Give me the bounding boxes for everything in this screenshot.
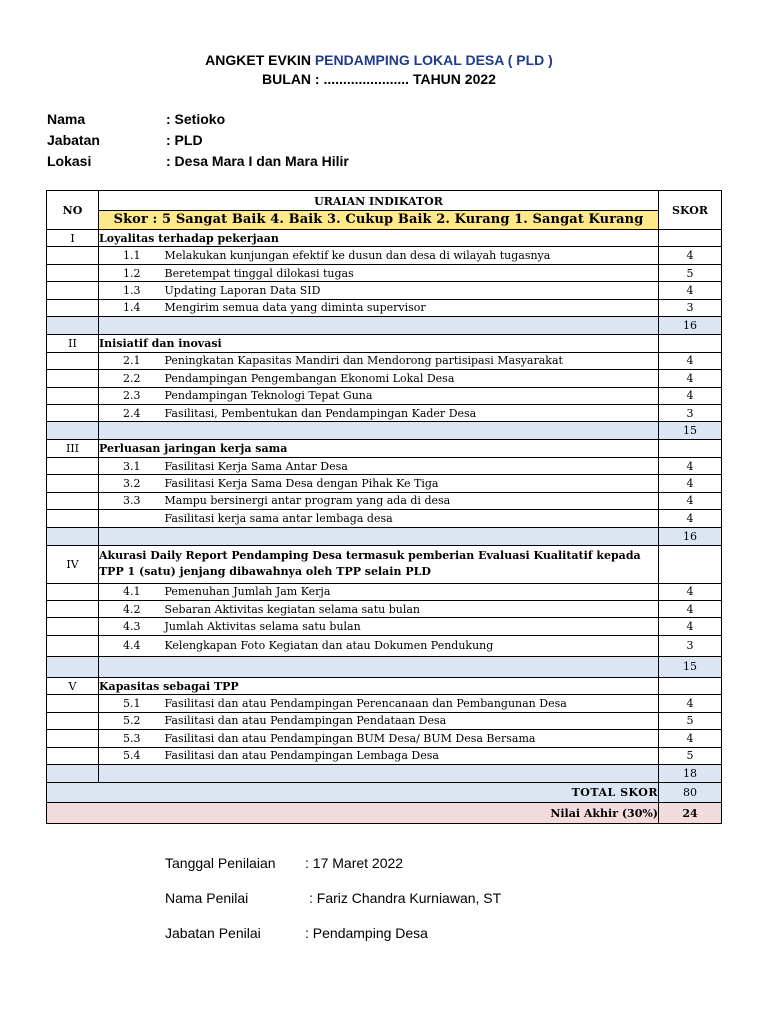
row-empty-no <box>47 618 99 635</box>
item-number: 1.3 <box>99 282 165 299</box>
tanggal-penilaian-value: : 17 Maret 2022 <box>305 855 404 871</box>
section-score-empty <box>659 677 722 694</box>
subtotal-empty-no <box>47 527 99 545</box>
item-score: 4 <box>659 282 722 299</box>
row-empty-no <box>47 404 99 421</box>
table-row <box>47 475 722 492</box>
table-row <box>47 510 722 527</box>
subtotal-score: 15 <box>659 422 722 440</box>
section-score-empty <box>659 440 722 457</box>
section-title: Akurasi Daily Report Pendamping Desa termasuk pemberian Evaluasi Kualitatif kepada TPP 1 (satu) jenjang dibawahnya oleh TPP selain PLD <box>99 545 659 583</box>
table-row <box>47 370 722 387</box>
item-number: 1.4 <box>99 299 165 316</box>
section-number: V <box>47 677 99 694</box>
item-number: 4.3 <box>99 618 165 635</box>
total-score-label: TOTAL SKOR <box>47 783 659 803</box>
item-score: 4 <box>659 583 722 600</box>
item-text: Mampu bersinergi antar program yang ada di desa <box>165 492 659 509</box>
table-header-row <box>47 191 722 230</box>
row-empty-no <box>47 730 99 747</box>
subtotal-score: 15 <box>659 656 722 677</box>
row-empty-no <box>47 264 99 281</box>
final-score-label: Nilai Akhir (30%) <box>47 803 659 824</box>
form-subtitle: BULAN : ...................... TAHUN 2022 <box>262 71 496 87</box>
item-text: Mengirim semua data yang diminta supervisor <box>165 299 659 316</box>
item-score: 4 <box>659 730 722 747</box>
col-uraian-header <box>99 191 659 230</box>
item-score: 3 <box>659 299 722 316</box>
total-row <box>47 783 722 803</box>
item-text: Fasilitasi kerja sama antar lembaga desa <box>165 510 659 527</box>
item-score: 4 <box>659 601 722 618</box>
table-row <box>47 299 722 316</box>
form-title-prefix: ANGKET EVKIN <box>205 52 315 68</box>
item-text: Pendampingan Teknologi Tepat Guna <box>165 387 659 404</box>
item-score: 4 <box>659 247 722 264</box>
table-row <box>47 247 722 264</box>
score-scale-legend: Skor : 5 Sangat Baik 4. Baik 3. Cukup Baik 2. Kurang 1. Sangat Kurang <box>99 211 658 229</box>
subtotal-score: 16 <box>659 527 722 545</box>
subtotal-row <box>47 656 722 677</box>
form-title-highlight: PENDAMPING LOKAL DESA ( PLD ) <box>314 52 553 68</box>
table-row <box>47 695 722 712</box>
section-row <box>47 335 722 352</box>
final-score-row <box>47 803 722 824</box>
final-score-value: 24 <box>659 803 722 824</box>
section-row <box>47 545 722 583</box>
row-empty-no <box>47 712 99 729</box>
item-number: 2.2 <box>99 370 165 387</box>
item-text: Peningkatan Kapasitas Mandiri dan Mendorong partisipasi Masyarakat <box>165 352 659 369</box>
item-score: 5 <box>659 747 722 764</box>
item-number: 4.1 <box>99 583 165 600</box>
nama-penilai-value: : Fariz Chandra Kurniawan, ST <box>309 890 502 906</box>
col-no-header: NO <box>47 191 99 230</box>
item-text: Jumlah Aktivitas selama satu bulan <box>165 618 659 635</box>
item-score: 4 <box>659 457 722 474</box>
item-number: 1.2 <box>99 264 165 281</box>
col-skor-header: SKOR <box>659 191 722 230</box>
subtotal-empty-text <box>99 656 659 677</box>
table-row <box>47 264 722 281</box>
item-score: 5 <box>659 264 722 281</box>
row-empty-no <box>47 492 99 509</box>
total-score-value: 80 <box>659 783 722 803</box>
item-number: 2.4 <box>99 404 165 421</box>
item-text: Fasilitasi dan atau Pendampingan Perencanaan dan Pembangunan Desa <box>165 695 659 712</box>
row-empty-no <box>47 352 99 369</box>
row-empty-no <box>47 457 99 474</box>
section-row <box>47 230 722 247</box>
item-number: 3.2 <box>99 475 165 492</box>
table-row <box>47 387 722 404</box>
row-empty-no <box>47 635 99 656</box>
table-row <box>47 352 722 369</box>
item-number: 2.3 <box>99 387 165 404</box>
section-title: Perluasan jaringan kerja sama <box>99 440 659 457</box>
table-row <box>47 601 722 618</box>
item-score: 4 <box>659 370 722 387</box>
nama-penilai-label: Nama Penilai <box>165 890 249 906</box>
item-text: Fasilitasi dan atau Pendampingan Pendataan Desa <box>165 712 659 729</box>
subtotal-score: 16 <box>659 317 722 335</box>
nama-value: : Setioko <box>166 111 226 127</box>
row-empty-no <box>47 510 99 527</box>
subtotal-row <box>47 422 722 440</box>
subtotal-row <box>47 527 722 545</box>
nama-label: Nama <box>47 111 86 127</box>
subtotal-empty-text <box>99 422 659 440</box>
subtotal-score: 18 <box>659 765 722 783</box>
section-score-empty <box>659 335 722 352</box>
item-text: Updating Laporan Data SID <box>165 282 659 299</box>
item-text: Fasilitasi, Pembentukan dan Pendampingan Kader Desa <box>165 404 659 421</box>
table-row <box>47 457 722 474</box>
subtotal-empty-no <box>47 765 99 783</box>
item-text: Fasilitasi Kerja Sama Antar Desa <box>165 457 659 474</box>
table-row <box>47 618 722 635</box>
item-number: 4.4 <box>99 635 165 656</box>
section-row <box>47 440 722 457</box>
jabatan-value: : PLD <box>166 132 203 148</box>
subtotal-empty-no <box>47 656 99 677</box>
table-row <box>47 747 722 764</box>
item-score: 4 <box>659 618 722 635</box>
item-number: 5.2 <box>99 712 165 729</box>
item-number: 2.1 <box>99 352 165 369</box>
row-empty-no <box>47 695 99 712</box>
subtotal-row <box>47 765 722 783</box>
item-text: Fasilitasi dan atau Pendampingan BUM Desa/ BUM Desa Bersama <box>165 730 659 747</box>
row-empty-no <box>47 601 99 618</box>
subtotal-empty-text <box>99 765 659 783</box>
item-text: Kelengkapan Foto Kegiatan dan atau Dokumen Pendukung <box>165 635 659 656</box>
item-score: 3 <box>659 635 722 656</box>
item-number: 5.4 <box>99 747 165 764</box>
row-empty-no <box>47 387 99 404</box>
item-number: 5.3 <box>99 730 165 747</box>
item-number: 3.3 <box>99 492 165 509</box>
section-number: III <box>47 440 99 457</box>
item-text: Melakukan kunjungan efektif ke dusun dan desa di wilayah tugasnya <box>165 247 659 264</box>
jabatan-label: Jabatan <box>47 132 100 148</box>
col-uraian-title: URAIAN INDIKATOR <box>99 192 658 211</box>
row-empty-no <box>47 299 99 316</box>
lokasi-label: Lokasi <box>47 153 92 169</box>
subtotal-empty-no <box>47 422 99 440</box>
item-score: 5 <box>659 712 722 729</box>
jabatan-penilai-label: Jabatan Penilai <box>165 925 261 941</box>
item-number <box>99 510 165 527</box>
jabatan-penilai-value: : Pendamping Desa <box>305 925 428 941</box>
section-score-empty <box>659 230 722 247</box>
section-score-empty <box>659 545 722 583</box>
item-score: 4 <box>659 492 722 509</box>
row-empty-no <box>47 475 99 492</box>
table-row <box>47 712 722 729</box>
section-number: IV <box>47 545 99 583</box>
row-empty-no <box>47 282 99 299</box>
row-empty-no <box>47 583 99 600</box>
section-number: II <box>47 335 99 352</box>
section-title: Inisiatif dan inovasi <box>99 335 659 352</box>
tanggal-penilaian-label: Tanggal Penilaian <box>165 855 276 871</box>
item-number: 4.2 <box>99 601 165 618</box>
subtotal-empty-no <box>47 317 99 335</box>
item-text: Fasilitasi dan atau Pendampingan Lembaga Desa <box>165 747 659 764</box>
section-title: Loyalitas terhadap pekerjaan <box>99 230 659 247</box>
lokasi-value: : Desa Mara I dan Mara Hilir <box>166 153 349 169</box>
table-row <box>47 730 722 747</box>
item-score: 4 <box>659 510 722 527</box>
table-row <box>47 404 722 421</box>
item-number: 3.1 <box>99 457 165 474</box>
item-text: Pendampingan Pengembangan Ekonomi Lokal Desa <box>165 370 659 387</box>
section-row <box>47 677 722 694</box>
item-score: 4 <box>659 352 722 369</box>
section-title: Kapasitas sebagai TPP <box>99 677 659 694</box>
item-score: 4 <box>659 475 722 492</box>
row-empty-no <box>47 247 99 264</box>
item-number: 1.1 <box>99 247 165 264</box>
table-row <box>47 282 722 299</box>
item-text: Fasilitasi Kerja Sama Desa dengan Pihak Ke Tiga <box>165 475 659 492</box>
subtotal-empty-text <box>99 527 659 545</box>
item-text: Beretempat tinggal dilokasi tugas <box>165 264 659 281</box>
row-empty-no <box>47 370 99 387</box>
item-number: 5.1 <box>99 695 165 712</box>
form-title <box>0 52 763 68</box>
evaluation-table <box>46 190 722 824</box>
item-score: 3 <box>659 404 722 421</box>
subtotal-empty-text <box>99 317 659 335</box>
item-score: 4 <box>659 695 722 712</box>
table-row <box>47 635 722 656</box>
subtotal-row <box>47 317 722 335</box>
table-row <box>47 492 722 509</box>
table-row <box>47 583 722 600</box>
item-score: 4 <box>659 387 722 404</box>
row-empty-no <box>47 747 99 764</box>
item-text: Pemenuhan Jumlah Jam Kerja <box>165 583 659 600</box>
item-text: Sebaran Aktivitas kegiatan selama satu bulan <box>165 601 659 618</box>
section-number: I <box>47 230 99 247</box>
